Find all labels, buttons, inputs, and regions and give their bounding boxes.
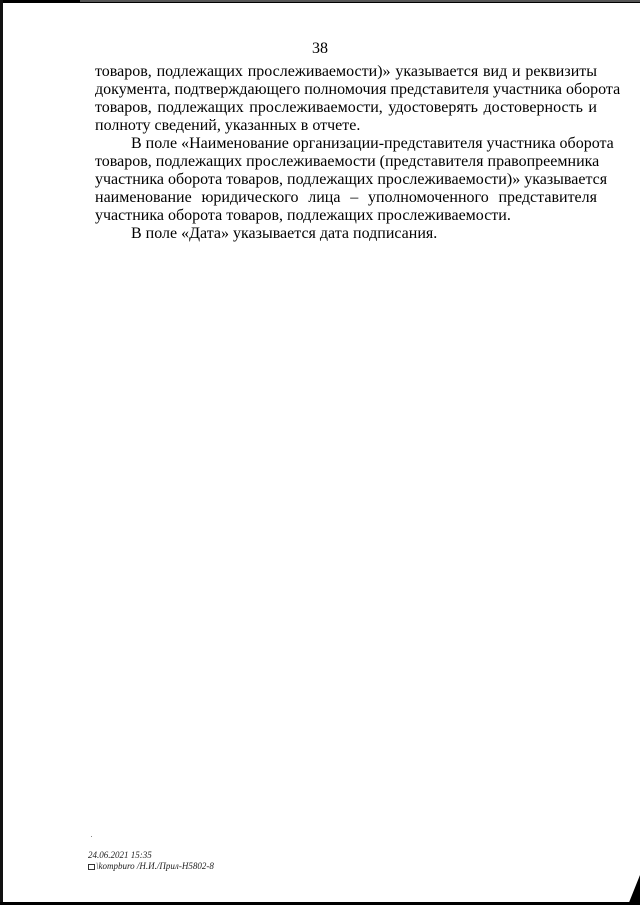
document-body	[95, 63, 621, 243]
paragraph-2	[95, 135, 614, 225]
text-line: товаров, подлежащих прослеживаемости)» указывается вид и реквизиты	[95, 63, 597, 80]
footer-path-line	[88, 861, 214, 872]
footer-datetime: 24.06.2021 15:35	[88, 850, 152, 860]
print-footer	[88, 850, 214, 872]
text-line: В поле «Дата» указывается дата подписания.	[131, 225, 438, 242]
page-number: 38	[312, 40, 328, 57]
scan-corner-bottom-right	[628, 875, 640, 905]
text-line: документа, подтверждающего полномочия представителя участника оборота	[95, 81, 621, 98]
paragraph-1	[95, 63, 621, 135]
text-line: В поле «Наименование организации-представителя участника оборота	[131, 135, 614, 152]
text-line: полноту сведений, указанных в отчете.	[95, 117, 361, 134]
footer-path: \kompburo /Н.И./Прил-Н5802-8	[96, 861, 214, 871]
scan-border-top-gray	[80, 0, 640, 2]
text-line: наименование юридического лица – уполномоченного представителя	[95, 189, 597, 206]
scan-speck	[91, 836, 92, 837]
printer-icon	[88, 864, 95, 870]
text-line: товаров, подлежащих прослеживаемости, удостоверять достоверность и	[95, 99, 597, 116]
text-line: участника оборота товаров, подлежащих прослеживаемости.	[95, 207, 511, 224]
paragraph-3	[95, 225, 597, 243]
text-line: участника оборота товаров, подлежащих прослеживаемости)» указывается	[95, 171, 608, 188]
scan-border-left	[0, 0, 3, 905]
text-line: товаров, подлежащих прослеживаемости (представителя правопреемника	[95, 153, 600, 170]
